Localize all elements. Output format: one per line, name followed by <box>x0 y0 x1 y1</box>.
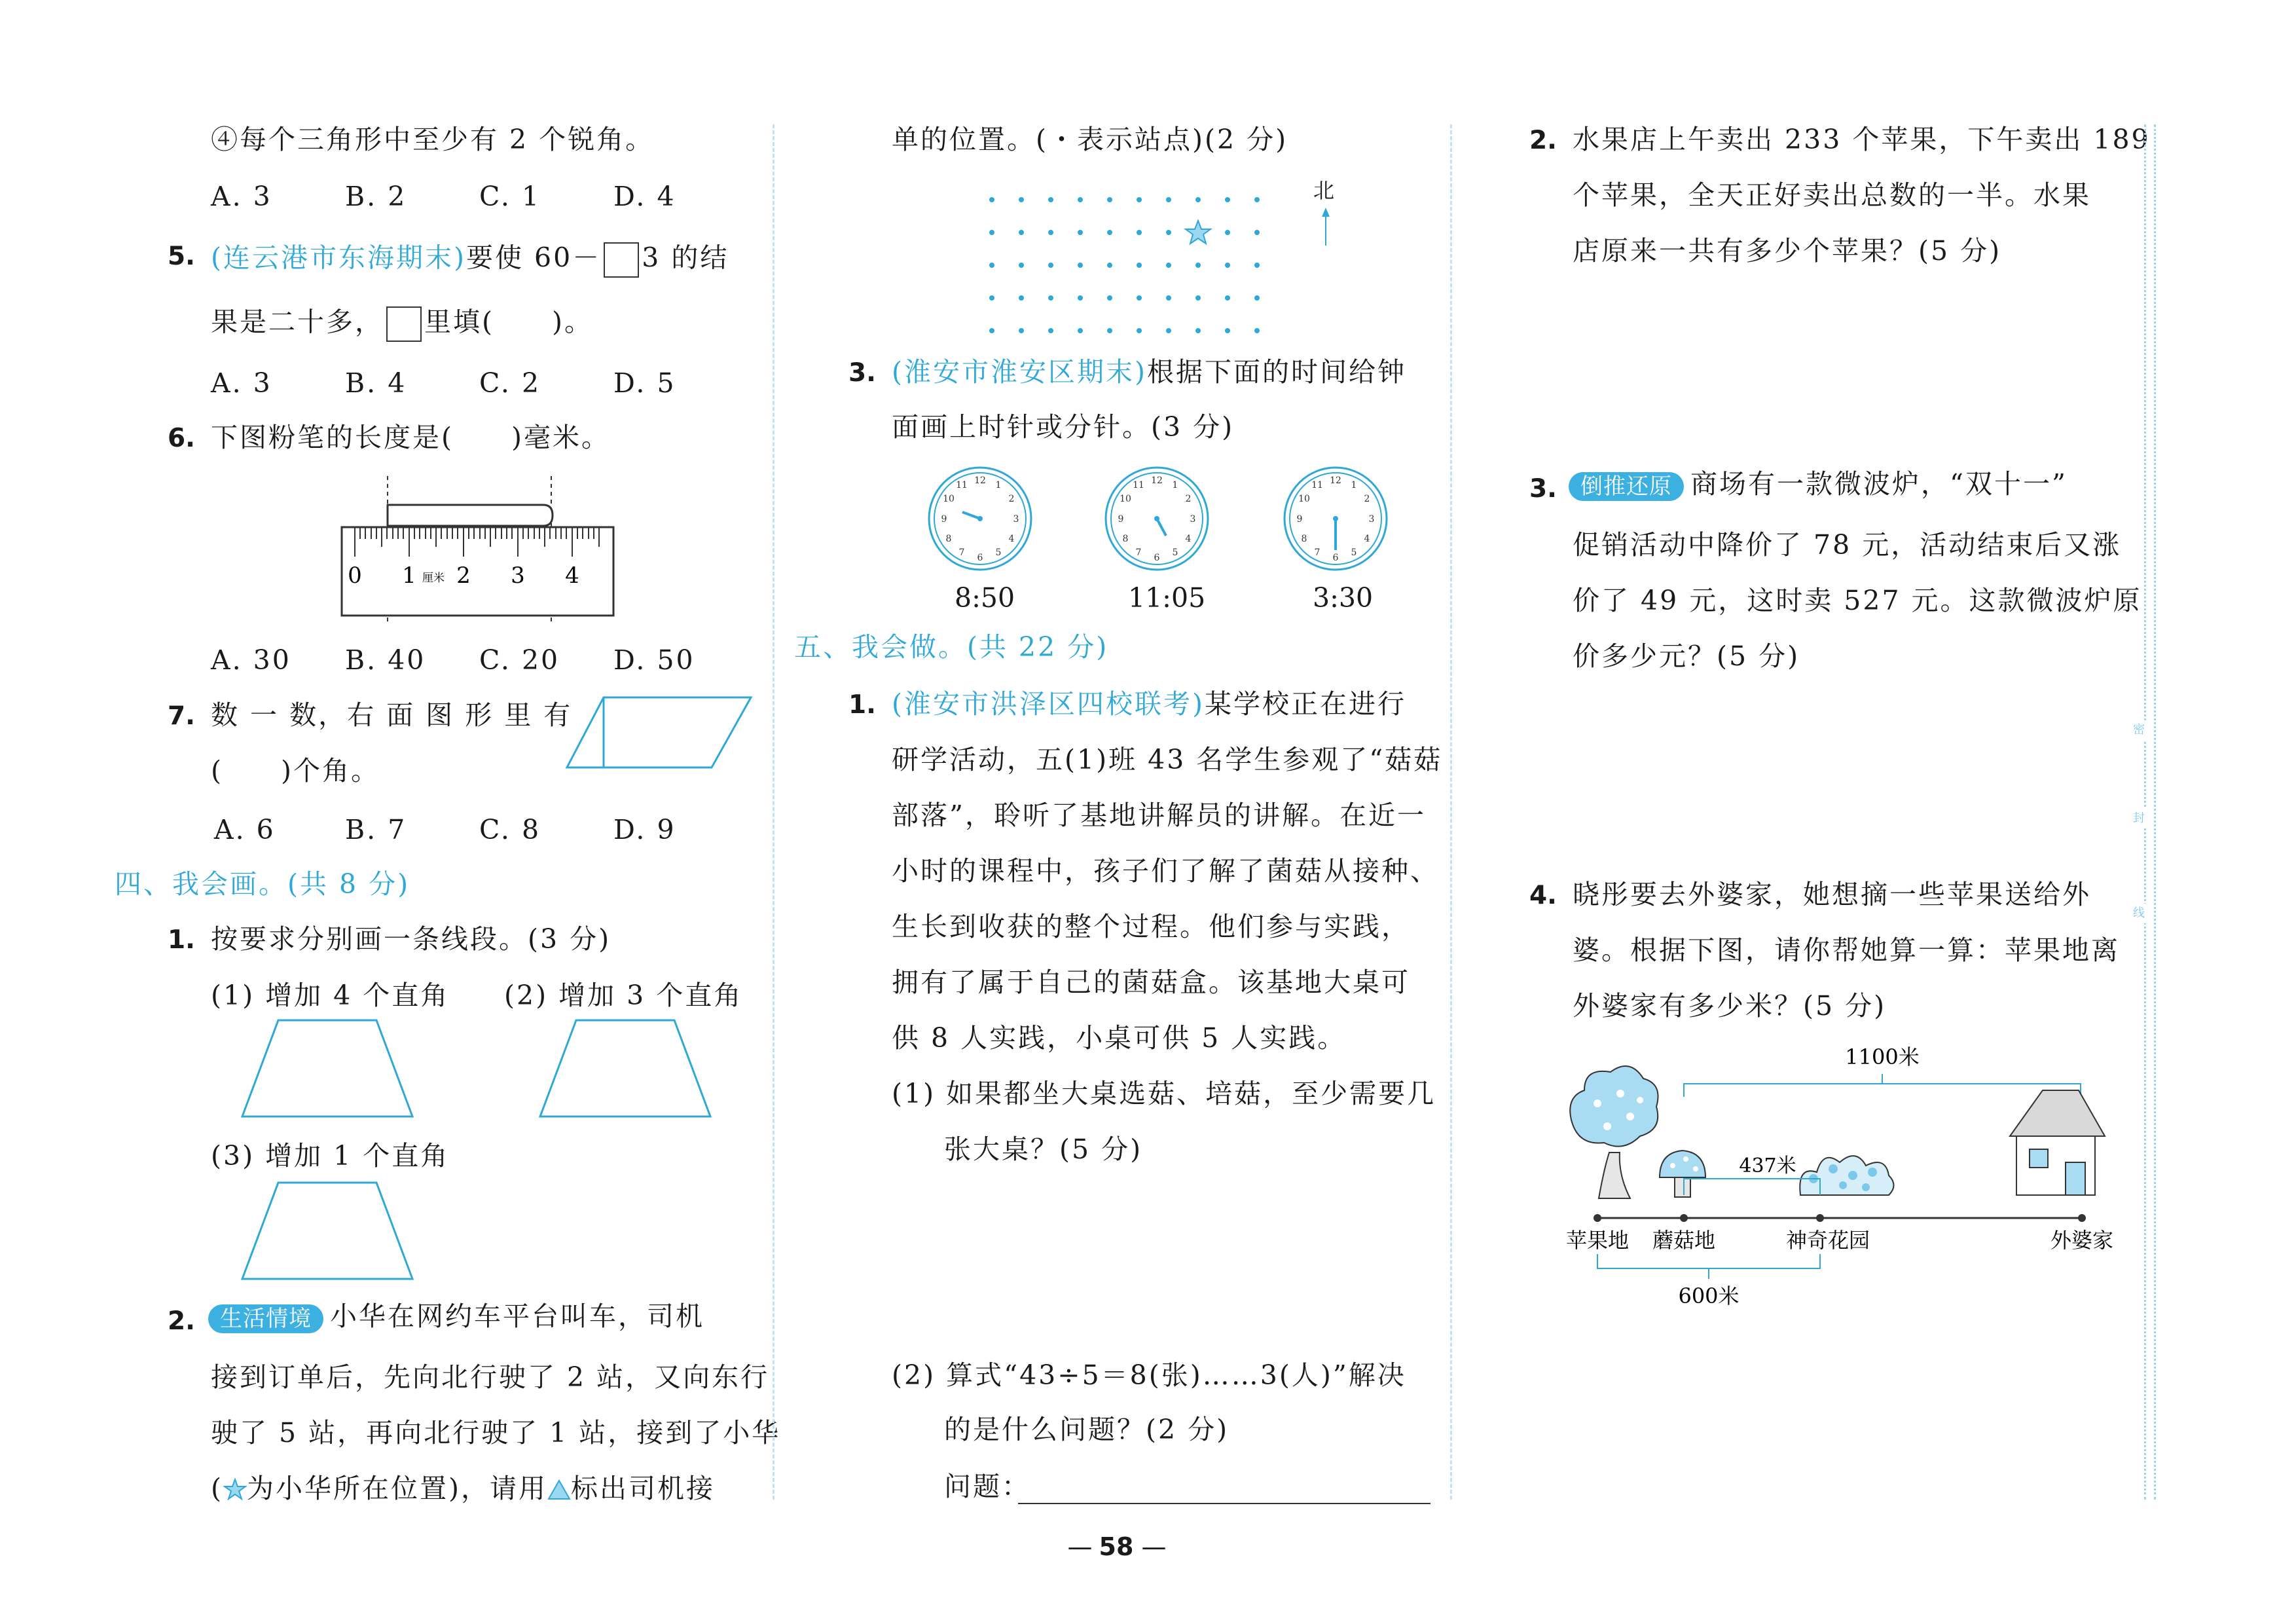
place-label: 蘑菇地 <box>1652 1228 1716 1253</box>
binding-mark: 密 <box>2133 720 2147 740</box>
svg-text:2: 2 <box>1364 494 1370 504</box>
c2-q3-source: (淮安市淮安区期末) <box>892 356 1147 388</box>
distance-1100-label: 1100米 <box>1845 1044 1920 1069</box>
clock-face-1[interactable] <box>926 465 1034 573</box>
p1-source: (淮安市洪泽区四校联考) <box>892 688 1205 720</box>
p1-line: 小时的课程中，孩子们了解了菌菇从接种、 <box>892 855 1439 887</box>
svg-text:10: 10 <box>943 494 955 504</box>
q5-stem-line2: 果是二十多， 里填( )。 <box>211 306 593 342</box>
binding-mark: 线 <box>2133 904 2147 923</box>
q6-number: 6. <box>168 424 195 453</box>
answer-box[interactable] <box>604 242 639 278</box>
d2-line3: 驶了 5 站，再向北行驶了 1 站，接到了小华 <box>211 1417 781 1449</box>
svg-text:3: 3 <box>1190 514 1196 525</box>
q7-stem: 数 一 数，右 面 图 形 里 有 <box>211 699 573 731</box>
svg-text:6: 6 <box>1154 553 1160 563</box>
answer-box[interactable] <box>386 306 422 342</box>
p3-line: 促销活动中降价了 78 元，活动结束后又涨 <box>1573 529 2122 561</box>
svg-text:12: 12 <box>1330 475 1341 486</box>
svg-text:12: 12 <box>1151 475 1163 486</box>
svg-text:5: 5 <box>1351 547 1357 558</box>
clock-time-label: 3:30 <box>1313 582 1374 614</box>
ruler-label: 1 <box>402 563 416 589</box>
svg-text:11: 11 <box>1311 480 1323 490</box>
binding-line <box>2154 124 2156 1500</box>
p1-line: 供 8 人实践，小桌可供 5 人实践。 <box>892 1022 1347 1054</box>
svg-text:10: 10 <box>1120 494 1131 504</box>
ruler-label: 4 <box>565 563 579 589</box>
reverse-reasoning-tag: 倒推还原 <box>1569 472 1684 501</box>
svg-text:2: 2 <box>1008 494 1015 504</box>
q6-stem: 下图粉笔的长度是( )毫米。 <box>211 422 610 453</box>
svg-text:5: 5 <box>995 547 1002 558</box>
p1-stem: (淮安市洪泽区四校联考)某学校正在进行 <box>892 688 1406 720</box>
svg-text:12: 12 <box>974 475 986 486</box>
clock-time-label: 8:50 <box>955 582 1015 614</box>
d2-stem: 生活情境 小华在网约车平台叫车，司机 <box>208 1303 704 1333</box>
apple-tree-icon <box>1570 1066 1658 1198</box>
ruler-label: 2 <box>456 563 471 589</box>
d1-sub2: (2) 增加 3 个直角 <box>504 980 743 1011</box>
svg-text:9: 9 <box>1118 514 1124 525</box>
c2-q3-number: 3. <box>848 358 876 388</box>
station-dot-grid[interactable] <box>975 174 1342 337</box>
ruler-label: 0 <box>348 563 362 589</box>
svg-text:3: 3 <box>1368 514 1375 525</box>
d2-line2: 接到订单后，先向北行驶了 2 站，又向东行 <box>211 1361 770 1393</box>
svg-text:9: 9 <box>941 514 947 525</box>
parallelogram-figure <box>564 694 754 773</box>
svg-text:5: 5 <box>1172 547 1178 558</box>
p4-line: 婆。根据下图，请你帮她算一算：苹果地离 <box>1573 934 2120 966</box>
c2-q3-stem-line2: 面画上时针或分针。(3 分) <box>892 411 1235 443</box>
svg-text:9: 9 <box>1296 514 1303 525</box>
p1-sub2-line2: 的是什么问题？(2 分) <box>944 1414 1230 1445</box>
svg-text:11: 11 <box>956 480 968 490</box>
svg-text:11: 11 <box>1133 480 1144 490</box>
svg-text:7: 7 <box>1135 547 1142 558</box>
place-label: 外婆家 <box>2050 1228 2114 1253</box>
clock-face-3[interactable] <box>1282 465 1390 573</box>
svg-text:2: 2 <box>1185 494 1192 504</box>
d2-continued: 单的位置。(・表示站点)(2 分) <box>892 124 1288 155</box>
chalk <box>388 505 553 526</box>
svg-text:7: 7 <box>958 547 965 558</box>
p1-sub1-line2: 张大桌？(5 分) <box>944 1134 1143 1165</box>
ruler-chalk-figure <box>335 475 623 622</box>
svg-text:1: 1 <box>995 480 1002 490</box>
mushroom-icon <box>1660 1151 1705 1197</box>
distance-diagram <box>1558 1038 2134 1316</box>
p1-line: 拥有了属于自己的菌菇盒。该基地大桌可 <box>892 967 1410 998</box>
p2-line: 店原来一共有多少个苹果？(5 分) <box>1573 235 2002 267</box>
svg-text:6: 6 <box>977 553 983 563</box>
svg-text:8: 8 <box>945 534 952 544</box>
d1-number: 1. <box>168 925 195 955</box>
p1-line: 部落”，聆听了基地讲解员的讲解。在近一 <box>892 800 1426 831</box>
clock-face-2[interactable] <box>1103 465 1211 573</box>
p1-line: 生长到收获的整个过程。他们参与实践， <box>892 911 1410 942</box>
p1-answer-label: 问题： <box>944 1471 1030 1502</box>
d2-number: 2. <box>168 1306 195 1336</box>
p1-line: 研学活动，五(1)班 43 名学生参观了“菇菇 <box>892 744 1443 775</box>
q4-item4: ④每个三角形中至少有 2 个锐角。 <box>211 124 655 155</box>
p1-sub2: (2) 算式“43÷5＝8(张)……3(人)”解决 <box>892 1359 1406 1391</box>
p2-number: 2. <box>1529 126 1557 155</box>
trapezoid-1[interactable] <box>239 1018 416 1120</box>
p3-line: 价了 49 元，这时卖 527 元。这款微波炉原 <box>1573 585 2142 616</box>
p2-line: 个苹果，全天正好卖出总数的一半。水果 <box>1573 179 2091 211</box>
p4-number: 4. <box>1529 881 1557 910</box>
north-label: 北 <box>1313 178 1335 203</box>
p1-number: 1. <box>848 690 876 720</box>
life-scenario-tag: 生活情境 <box>208 1304 323 1333</box>
place-label: 神奇花园 <box>1785 1228 1870 1253</box>
distance-437-label: 437米 <box>1739 1154 1796 1177</box>
p3-line: 价多少元？(5 分) <box>1573 640 1800 672</box>
page-number: 58 <box>1099 1532 1134 1561</box>
p2-line: 水果店上午卖出 233 个苹果，下午卖出 189 <box>1573 124 2151 155</box>
q5-source: (连云港市东海期末) <box>211 242 466 274</box>
q7-number: 7. <box>168 701 195 731</box>
d2-line4: ( 为小华所在位置)，请用 标出司机接 <box>211 1473 715 1504</box>
distance-600-label: 600米 <box>1678 1283 1740 1308</box>
svg-text:1: 1 <box>1351 480 1357 490</box>
house-icon <box>2010 1090 2105 1195</box>
svg-text:6: 6 <box>1332 553 1339 563</box>
clock-time-label: 11:05 <box>1128 582 1206 614</box>
svg-text:8: 8 <box>1122 534 1129 544</box>
svg-text:4: 4 <box>1185 534 1192 544</box>
star-icon <box>223 1478 247 1500</box>
p3-stem: 倒推还原 商场有一款微波炉，“双十一” <box>1569 471 2068 501</box>
svg-text:1: 1 <box>1172 480 1178 490</box>
p4-line: 外婆家有多少米？(5 分) <box>1573 990 1887 1022</box>
binding-mark: 封 <box>2133 809 2147 828</box>
svg-text:4: 4 <box>1364 534 1370 544</box>
place-label: 苹果地 <box>1565 1228 1630 1253</box>
trapezoid-3[interactable] <box>239 1181 416 1282</box>
column-divider <box>773 124 774 1500</box>
flower-garden-icon <box>1800 1156 1893 1195</box>
p3-number: 3. <box>1529 474 1557 504</box>
d1-stem: 按要求分别画一条线段。(3 分) <box>211 923 611 955</box>
d1-sub3: (3) 增加 1 个直角 <box>211 1140 450 1172</box>
q5-number: 5. <box>168 242 195 271</box>
svg-text:8: 8 <box>1301 534 1307 544</box>
svg-text:3: 3 <box>1013 514 1019 525</box>
p4-line: 晓彤要去外婆家，她想摘一些苹果送给外 <box>1573 879 2091 910</box>
p1-answer-line[interactable] <box>1018 1503 1430 1504</box>
q7-stem-line2: ( )个角。 <box>211 755 380 786</box>
ruler-label: 3 <box>511 563 525 589</box>
svg-text:4: 4 <box>1008 534 1015 544</box>
section-5-title: 五、我会做。(共 22 分) <box>794 631 1109 663</box>
triangle-icon <box>547 1479 571 1500</box>
d1-sub1: (1) 增加 4 个直角 <box>211 980 450 1011</box>
ruler-unit-label: 厘米 <box>422 572 445 585</box>
svg-text:7: 7 <box>1314 547 1321 558</box>
trapezoid-2[interactable] <box>537 1018 714 1120</box>
section-4-title: 四、我会画。(共 8 分) <box>115 868 410 900</box>
north-arrow-icon <box>1322 208 1330 217</box>
star-icon <box>1186 221 1211 244</box>
q5-stem: (连云港市东海期末)要使 60－ 3 的结 <box>211 242 729 278</box>
column-divider <box>1450 124 1452 1500</box>
c2-q3-stem: (淮安市淮安区期末)根据下面的时间给钟 <box>892 356 1406 388</box>
p1-sub1: (1) 如果都坐大桌选菇、培菇，至少需要几 <box>892 1078 1436 1109</box>
svg-text:10: 10 <box>1298 494 1310 504</box>
page-number-footer: — 58 — <box>1067 1532 1165 1561</box>
